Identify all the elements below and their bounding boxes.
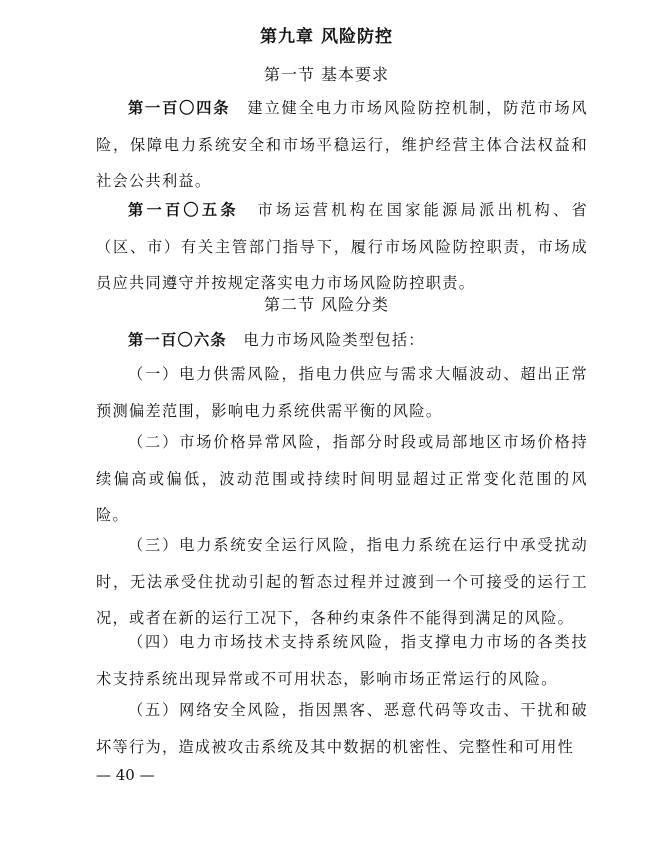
page-number: — 40 — <box>96 766 155 784</box>
article-number: 第一百〇四条 <box>128 99 231 117</box>
section-title-risk-types: 第二节 风险分类 <box>263 295 390 314</box>
section-title-basic-requirements: 第一节 基本要求 <box>263 65 390 84</box>
list-item: （一）电力供需风险，指电力供应与需求大幅波动、超出正常预测偏差范围，影响电力系统供需平衡的风险。 <box>96 365 588 420</box>
chapter-title: 第九章 风险防控 <box>260 27 393 47</box>
list-item: （三）电力系统安全运行风险，指电力系统在运行中承受扰动时，无法承受住扰动引起的暂态过程并过渡到一个可接受的运行工况，或者在新的运行工况下，各种约束条件不能得到满足的风险。 <box>96 536 588 627</box>
list-item: （二）市场价格异常风险，指部分时段或局部地区市场价格持续偏高或偏低，波动范围或持续时间明显超过正常变化范围的风险。 <box>96 433 588 524</box>
article-text: 建立健全电力市场风险防控机制，防范市场风险，保障电力系统安全和市场平稳运行，维护经营主体合法权益和社会公共利益。 <box>96 99 588 190</box>
article-text: 电力市场风险类型包括： <box>243 331 425 349</box>
article-106 <box>96 322 588 359</box>
article-text: 市场运营机构在国家能源局派出机构、省（区、市）有关主管部门指导下，履行市场风险防控职责，市场成员应共同遵守并按规定落实电力市场风险防控职责。 <box>96 201 588 292</box>
article-number: 第一百〇六条 <box>128 331 227 349</box>
list-item: （五）网络安全风险，指因黑客、恶意代码等攻击、干扰和破坏等行为，造成被攻击系统及其中数据的机密性、完整性和可用性 <box>96 701 588 756</box>
list-item: （四）电力市场技术支持系统风险，指支撑电力市场的各类技术支持系统出现异常或不可用状态，影响市场正常运行的风险。 <box>96 633 588 688</box>
article-105 <box>96 192 588 302</box>
article-104 <box>96 90 588 200</box>
article-number: 第一百〇五条 <box>128 201 239 219</box>
